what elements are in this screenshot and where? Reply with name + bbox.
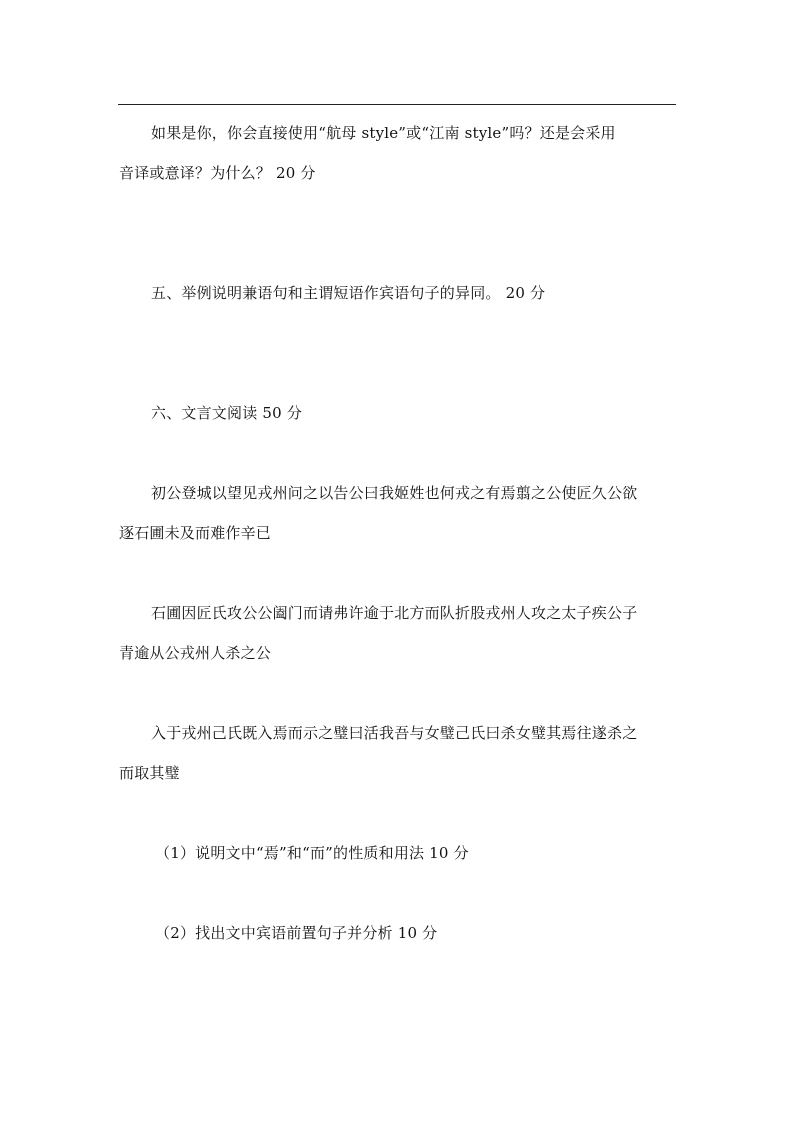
passage-paragraph-1-line-1: 初公登城以望见戎州问之以告公曰我姬姓也何戎之有焉翦之公使匠久公欲	[151, 484, 638, 502]
passage-paragraph-1-line-2: 逐石圃未及而难作辛已	[119, 524, 272, 542]
passage-paragraph-2-line-2: 青逾从公戎州人杀之公	[119, 644, 272, 662]
passage-paragraph-3-line-1: 入于戎州己氏既入焉而示之璧曰活我吾与女璧己氏曰杀女璧其焉往遂杀之	[151, 724, 638, 742]
header-rule	[118, 104, 676, 105]
passage-paragraph-3-line-2: 而取其璧	[119, 764, 180, 782]
question-4-line-2: 音译或意译？为什么？ 20 分	[119, 164, 316, 182]
question-6-heading: 六、文言文阅读 50 分	[151, 404, 303, 422]
passage-paragraph-2-line-1: 石圃因匠氏攻公公阖门而请弗许逾于北方而队折股戎州人攻之太子疾公子	[151, 604, 638, 622]
sub-question-1: （1）说明文中“焉”和“而”的性质和用法 10 分	[155, 844, 469, 862]
question-4-line-1: 如果是你，你会直接使用“航母 style”或“江南 style”吗？还是会采用	[151, 124, 616, 142]
question-5: 五、举例说明兼语句和主谓短语作宾语句子的异同。 20 分	[151, 284, 546, 302]
sub-question-2: （2）找出文中宾语前置句子并分析 10 分	[155, 924, 438, 942]
